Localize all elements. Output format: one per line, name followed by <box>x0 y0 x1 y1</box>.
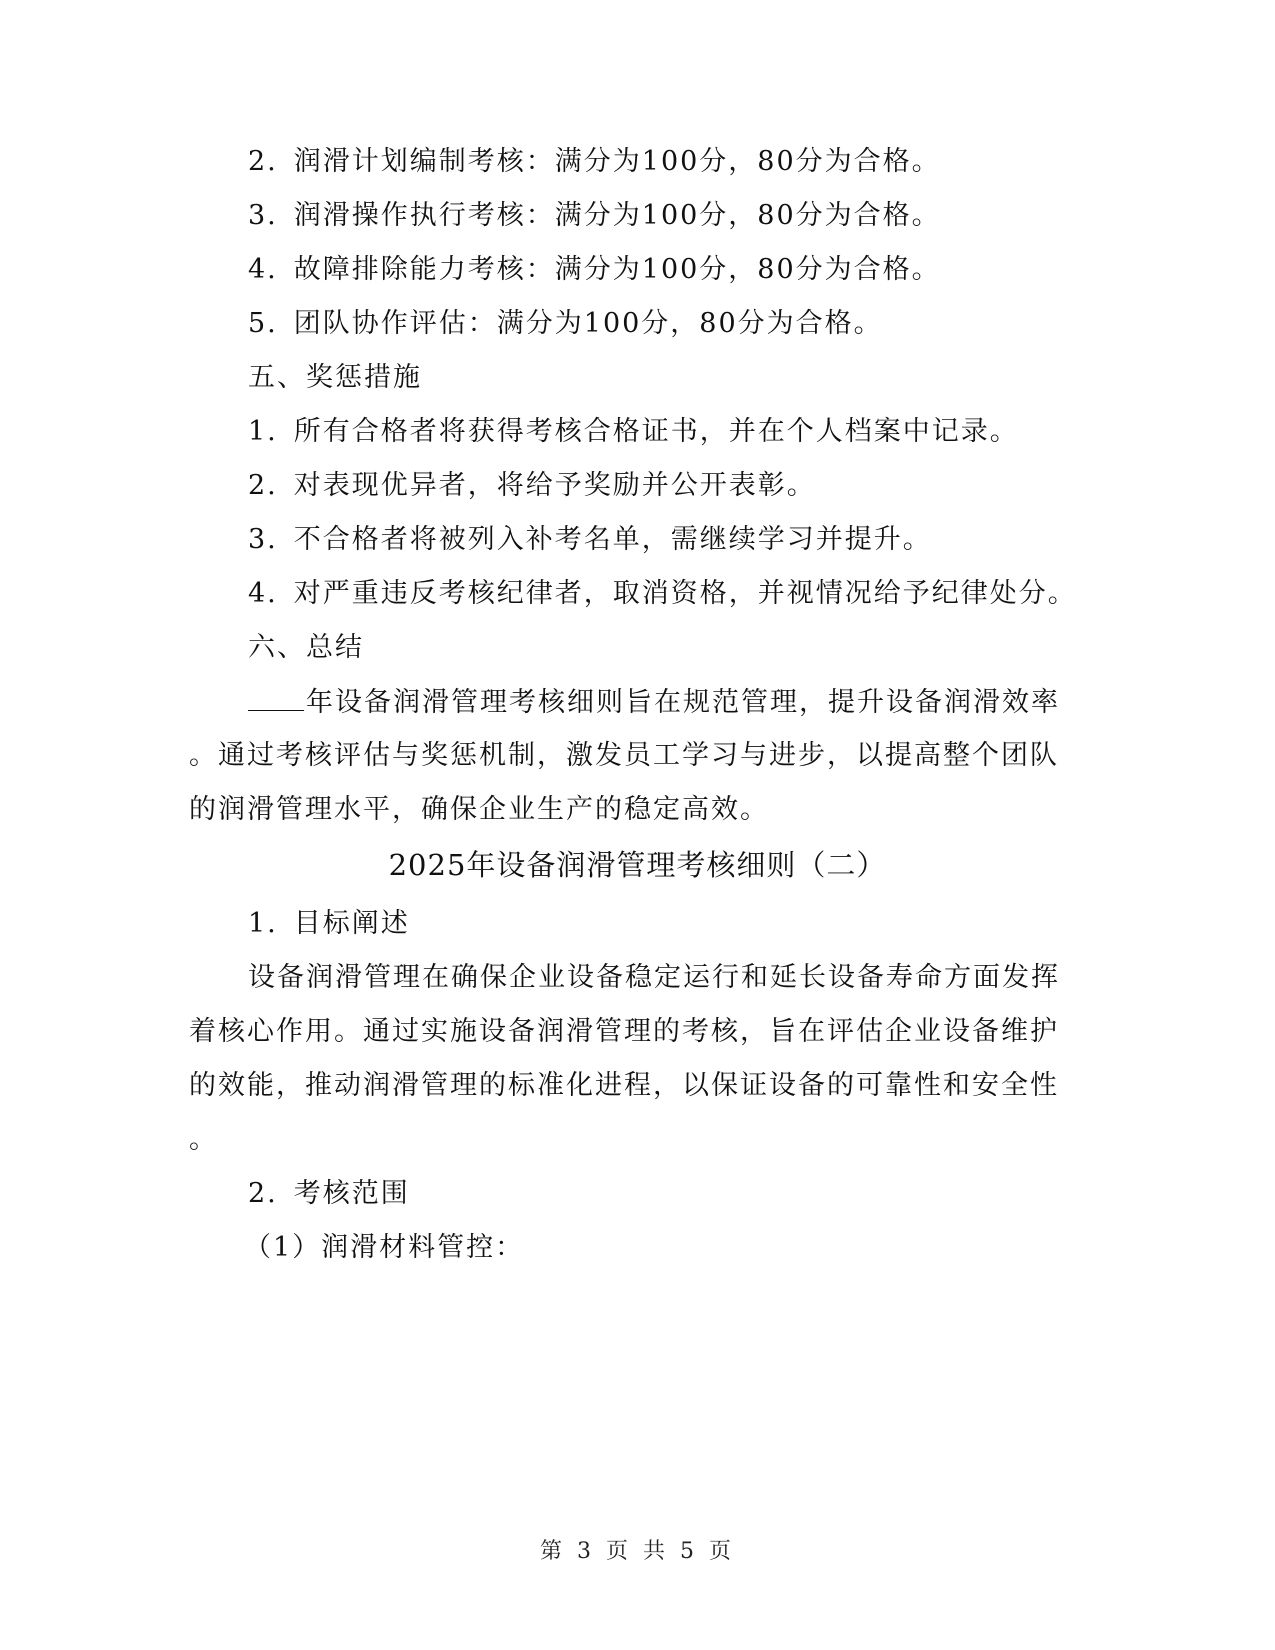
document-title: 2025年设备润滑管理考核细则（二） <box>388 848 887 882</box>
list-item: 3. 不合格者将被列入补考名单，需继续学习并提升。 <box>248 524 932 555</box>
summary-line: 的润滑管理水平，确保企业生产的稳定高效。 <box>189 794 769 825</box>
summary-line: 。通过考核评估与奖惩机制，激发员工学习与进步，以提高整个团队 <box>189 740 1059 771</box>
fill-blank <box>248 684 304 711</box>
section-heading: 五、奖惩措施 <box>248 362 422 393</box>
page-footer: 第 3 页 共 5 页 <box>540 1539 735 1564</box>
section-heading: 2. 考核范围 <box>248 1178 410 1209</box>
subsection-heading: （1）润滑材料管控： <box>244 1232 525 1263</box>
paragraph-line: 着核心作用。通过实施设备润滑管理的考核，旨在评估企业设备维护 <box>189 1016 1059 1047</box>
list-item: 5. 团队协作评估：满分为100分，80分为合格。 <box>248 308 883 339</box>
paragraph-line: 设备润滑管理在确保企业设备稳定运行和延长设备寿命方面发挥 <box>248 962 1060 993</box>
list-item: 1. 所有合格者将获得考核合格证书，并在个人档案中记录。 <box>248 416 1019 447</box>
paragraph-line: 。 <box>189 1124 218 1155</box>
list-item: 4. 故障排除能力考核：满分为100分，80分为合格。 <box>248 254 941 285</box>
list-item: 3. 润滑操作执行考核：满分为100分，80分为合格。 <box>248 200 941 231</box>
list-item: 2. 对表现优异者，将给予奖励并公开表彰。 <box>248 470 816 501</box>
section-heading: 1. 目标阐述 <box>248 908 410 939</box>
section-heading: 六、总结 <box>248 632 364 663</box>
paragraph-line: 的效能，推动润滑管理的标准化进程，以保证设备的可靠性和安全性 <box>189 1070 1059 1101</box>
list-item: 2. 润滑计划编制考核：满分为100分，80分为合格。 <box>248 146 941 177</box>
summary-line: 年设备润滑管理考核细则旨在规范管理，提升设备润滑效率 <box>248 684 1060 721</box>
list-item: 4. 对严重违反考核纪律者，取消资格，并视情况给予纪律处分。 <box>248 578 1077 609</box>
